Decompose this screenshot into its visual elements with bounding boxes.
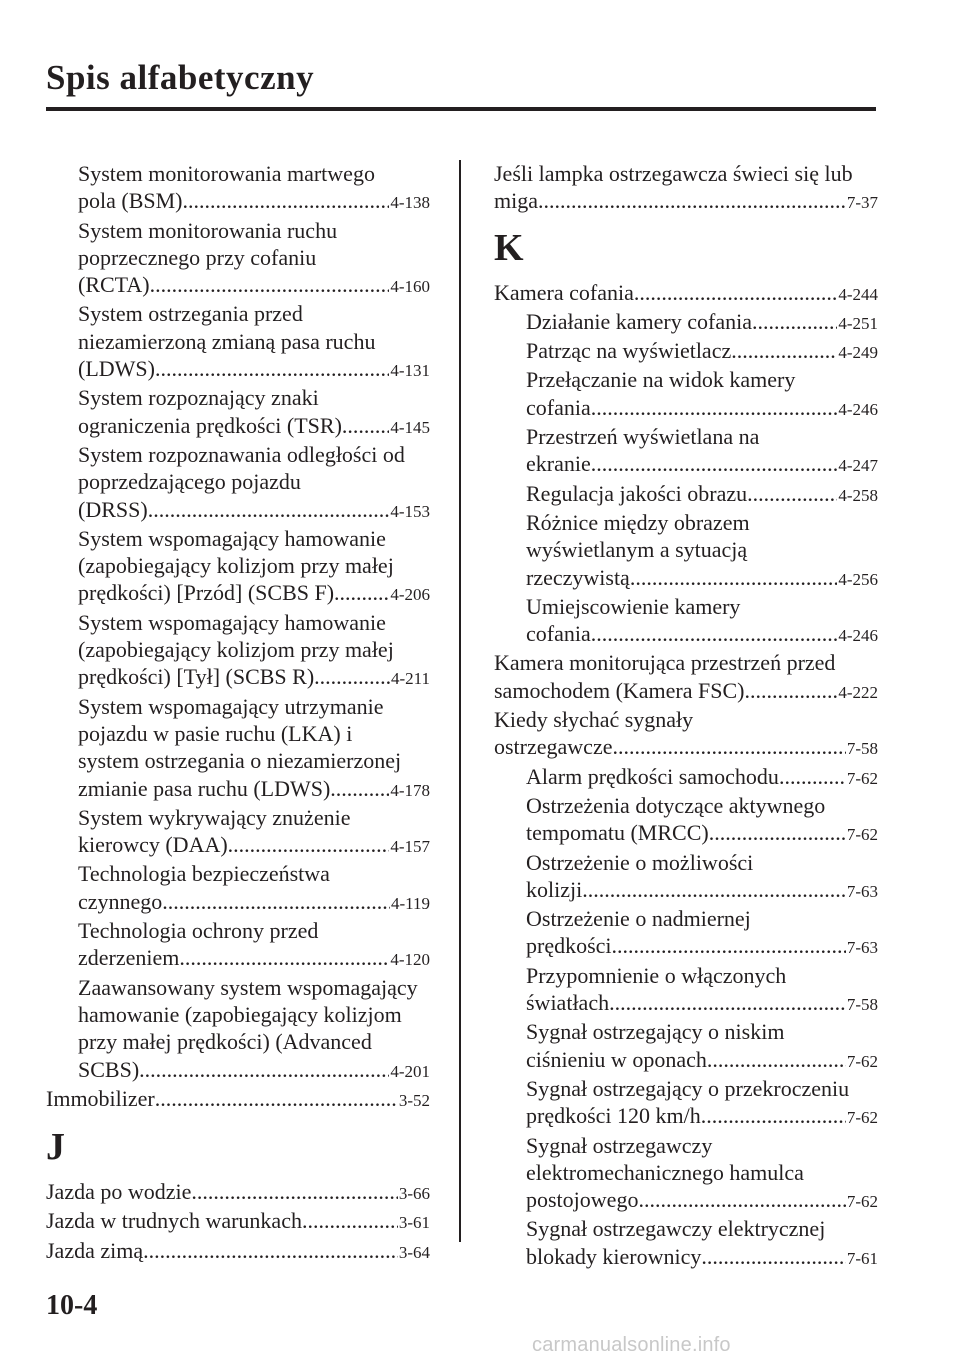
page-reference: 3-64: [398, 1242, 430, 1262]
leader-dots: [538, 187, 846, 214]
page-reference: 4-120: [390, 950, 430, 970]
leader-dots: [634, 279, 837, 306]
index-entry: [46, 831, 430, 860]
leader-dots: [334, 579, 389, 606]
leader-dots: [155, 1085, 398, 1112]
index-entry-text: [494, 962, 878, 989]
index-entry-text: [46, 609, 430, 636]
index-entry-text: [46, 300, 430, 327]
leader-dots: [162, 888, 390, 915]
index-entry: [494, 450, 878, 479]
index-entry-text: [494, 160, 878, 187]
leader-dots: [747, 480, 837, 507]
index-entry: [494, 1243, 878, 1272]
leader-dots: [150, 271, 390, 298]
page-reference: 4-251: [838, 313, 878, 333]
page-reference: 4-119: [390, 893, 430, 913]
index-entry-text: [494, 509, 878, 536]
index-entry-text: [46, 693, 430, 720]
entry-label: Przypomnienie o włączonych: [526, 962, 787, 988]
entry-label: ciśnieniu w oponach: [526, 1046, 707, 1072]
entry-label: Umiejscowienie kamery: [526, 593, 741, 619]
entry-label: ekranie: [526, 451, 591, 477]
entry-label: zderzeniem: [78, 945, 180, 971]
entry-label: (RCTA): [78, 272, 150, 298]
entry-label: hamowanie (zapobiegający kolizjom: [78, 1001, 402, 1027]
leader-dots: [709, 819, 846, 846]
index-entry: [494, 564, 878, 593]
entry-label: czynnego: [78, 888, 163, 914]
entry-label: ograniczenia prędkości (TSR): [78, 412, 342, 438]
page-reference: 7-62: [846, 1108, 878, 1128]
entry-label: elektromechanicznego hamulca: [526, 1159, 804, 1185]
entry-label: wyświetlanym a sytuacją: [526, 537, 748, 563]
entry-label: Sygnał ostrzegający o niskim: [526, 1019, 785, 1045]
entry-label: Jeśli lampka ostrzegawcza świeci się lub: [494, 161, 853, 186]
entry-label: System rozpoznający znaki: [78, 385, 319, 411]
page-reference: 4-222: [838, 682, 878, 702]
index-entry: [494, 480, 878, 509]
entry-label: Technologia ochrony przed: [78, 918, 319, 944]
page-reference: 4-138: [390, 193, 430, 213]
section-letter: K: [494, 226, 524, 269]
index-entry: [46, 187, 430, 216]
entry-label: Sygnał ostrzegawczy: [526, 1132, 713, 1158]
page-reference: 7-37: [846, 193, 878, 213]
index-entry-text: [46, 720, 430, 747]
index-entry-text: [494, 1159, 878, 1186]
leader-dots: [148, 496, 390, 523]
index-entry-text: [46, 328, 430, 355]
leader-dots: [612, 932, 846, 959]
index-entry: [46, 579, 430, 608]
leader-dots: [314, 663, 390, 690]
entry-label: prędkości: [526, 933, 612, 959]
entry-label: niezamierzoną zmianą pasa ruchu: [78, 328, 376, 354]
leader-dots: [582, 876, 846, 903]
leader-dots: [139, 1056, 389, 1083]
entry-label: system ostrzegania o niezamierzonej: [78, 748, 402, 774]
entry-label: System monitorowania martwego: [78, 161, 375, 186]
header-divider: [46, 107, 876, 111]
entry-label: (LDWS): [78, 356, 155, 382]
entry-label: System wspomagający hamowanie: [78, 525, 386, 551]
index-entry: [494, 677, 878, 706]
leader-dots: [183, 187, 390, 214]
entry-label: prędkości 120 km/h: [526, 1103, 701, 1129]
leader-dots: [609, 989, 846, 1016]
index-column-left: [46, 160, 430, 1266]
index-entry: [494, 394, 878, 423]
entry-label: Alarm prędkości samochodu: [526, 763, 779, 789]
entry-label: rzeczywistą: [526, 564, 630, 590]
index-entry: [46, 412, 430, 441]
entry-label: Ostrzeżenie o możliwości: [526, 849, 754, 875]
section-letter: J: [46, 1126, 65, 1169]
entry-label: przy małej prędkości) (Advanced: [78, 1029, 372, 1055]
leader-dots: [179, 944, 389, 971]
index-entry-text: [46, 974, 430, 1001]
entry-label: prędkości) [Tył] (SCBS R): [78, 664, 315, 690]
page-reference: 4-244: [838, 284, 878, 304]
leader-dots: [591, 620, 838, 647]
entry-label: blokady kierownicy: [526, 1243, 702, 1269]
entry-label: Kiedy słychać sygnały: [494, 707, 694, 733]
index-entry-text: [46, 636, 430, 663]
entry-label: Przełączanie na widok kamery: [526, 367, 796, 393]
leader-dots: [701, 1102, 846, 1129]
entry-label: System wykrywający znużenie: [78, 804, 351, 830]
index-entry: [494, 989, 878, 1018]
page-reference: 4-247: [838, 456, 878, 476]
page-title: Spis alfabetyczny: [46, 58, 315, 97]
entry-label: ostrzegawcze: [494, 734, 613, 760]
index-entry-text: [494, 366, 878, 393]
entry-label: Różnice między obrazem: [526, 509, 750, 535]
index-entry-text: [494, 1215, 878, 1242]
page-reference: 4-145: [390, 417, 430, 437]
entry-label: Sygnał ostrzegawczy elektrycznej: [526, 1216, 826, 1242]
index-entry: [46, 944, 430, 973]
entry-label: pola (BSM): [78, 188, 183, 214]
entry-label: Jazda po wodzie: [46, 1179, 192, 1205]
index-entry: [46, 775, 430, 804]
leader-dots: [630, 564, 838, 591]
entry-label: kolizji: [526, 876, 583, 902]
index-entry-text: [494, 536, 878, 563]
leader-dots: [591, 450, 838, 477]
entry-label: postojowego: [526, 1187, 639, 1213]
index-entry: [494, 1046, 878, 1075]
leader-dots: [779, 763, 846, 790]
page-reference: 4-131: [390, 361, 430, 381]
entry-label: Jazda zimą: [46, 1237, 144, 1263]
index-entry: [494, 819, 878, 848]
entry-label: poprzecznego przy cofaniu: [78, 244, 317, 270]
index-entry-text: [494, 423, 878, 450]
page-reference: 7-62: [846, 1051, 878, 1071]
leader-dots: [701, 1243, 845, 1270]
entry-label: (zapobiegający kolizjom przy małej: [78, 637, 394, 663]
page-reference: 7-61: [846, 1248, 878, 1268]
leader-dots: [330, 775, 389, 802]
page-reference: 4-256: [838, 569, 878, 589]
entry-label: Kamera cofania: [494, 279, 634, 305]
entry-label: System monitorowania ruchu: [78, 217, 338, 243]
index-entry: [46, 355, 430, 384]
index-entry-text: [494, 1132, 878, 1159]
entry-label: Jazda w trudnych warunkach: [46, 1208, 302, 1234]
index-entry: [46, 888, 430, 917]
page-reference: 7-62: [846, 768, 878, 788]
entry-label: samochodem (Kamera FSC): [494, 677, 745, 703]
leader-dots: [707, 1046, 846, 1073]
index-entry: [494, 932, 878, 961]
entry-label: cofania: [526, 394, 591, 420]
entry-label: zmianie pasa ruchu (LDWS): [78, 775, 331, 801]
index-entry: [494, 620, 878, 649]
page-number: 10-4: [46, 1290, 98, 1321]
page-reference: 4-153: [390, 501, 430, 521]
index-entry-text: [46, 552, 430, 579]
leader-dots: [612, 733, 845, 760]
entry-label: System rozpoznawania odległości od: [78, 441, 405, 467]
entry-label: pojazdu w pasie ruchu (LKA) i: [78, 720, 353, 746]
index-column-right: [494, 160, 878, 1272]
index-entry: [494, 337, 878, 366]
entry-label: Sygnał ostrzegający o przekroczeniu: [526, 1075, 850, 1101]
leader-dots: [302, 1207, 398, 1234]
leader-dots: [591, 394, 838, 421]
index-entry: [494, 733, 878, 762]
entry-label: kierowcy (DAA): [78, 832, 228, 858]
leader-dots: [752, 308, 837, 335]
entry-label: cofania: [526, 621, 591, 647]
index-entry-text: [46, 804, 430, 831]
page-reference: 7-63: [846, 938, 878, 958]
page-reference: 7-63: [846, 881, 878, 901]
index-entry: [46, 1178, 430, 1207]
page-reference: 7-58: [846, 995, 878, 1015]
page-reference: 4-157: [390, 837, 430, 857]
page-reference: 3-66: [398, 1184, 430, 1204]
entry-label: poprzedzającego pojazdu: [78, 469, 301, 495]
index-entry: [494, 187, 878, 216]
page-reference: 4-246: [838, 626, 878, 646]
page-reference: 3-52: [398, 1090, 430, 1110]
page-reference: 4-249: [838, 343, 878, 363]
index-entry-text: [494, 849, 878, 876]
index-entry: [46, 1085, 430, 1114]
entry-label: Działanie kamery cofania: [526, 308, 752, 334]
index-entry-text: [46, 525, 430, 552]
entry-label: (DRSS): [78, 496, 148, 522]
page-reference: 4-246: [838, 399, 878, 419]
index-entry: [46, 1237, 430, 1266]
leader-dots: [228, 831, 390, 858]
index-entry-text: [46, 747, 430, 774]
page-reference: 3-61: [398, 1213, 430, 1233]
index-entry: [46, 271, 430, 300]
index-entry-text: [494, 792, 878, 819]
index-entry-text: [46, 384, 430, 411]
index-entry: [494, 308, 878, 337]
entry-label: (zapobiegający kolizjom przy małej: [78, 553, 394, 579]
entry-label: Kamera monitorująca przestrzeń przed: [494, 650, 836, 676]
entry-label: System wspomagający utrzymanie: [78, 693, 384, 719]
watermark: carmanualsonline.info: [532, 1334, 731, 1356]
index-entry-text: [494, 593, 878, 620]
entry-label: Regulacja jakości obrazu: [526, 480, 748, 506]
index-entry: [46, 663, 430, 692]
page-reference: 4-201: [390, 1061, 430, 1081]
entry-label: System ostrzegania przed: [78, 301, 303, 327]
entry-label: Zaawansowany system wspomagający: [78, 974, 418, 1000]
index-entry-text: [494, 1075, 878, 1102]
entry-label: SCBS): [78, 1056, 140, 1082]
entry-label: prędkości) [Przód] (SCBS F): [78, 580, 335, 606]
index-entry-text: [494, 1018, 878, 1045]
index-entry: [494, 1102, 878, 1131]
column-divider: [459, 160, 461, 1242]
entry-label: Patrząc na wyświetlacz: [526, 338, 732, 364]
index-entry: [494, 876, 878, 905]
page-reference: 4-211: [390, 669, 430, 689]
index-entry: [46, 1207, 430, 1236]
leader-dots: [731, 337, 837, 364]
index-entry-text: [494, 649, 878, 676]
entry-label: Ostrzeżenia dotyczące aktywnego: [526, 792, 826, 818]
page-reference: 7-62: [846, 1192, 878, 1212]
entry-label: miga: [494, 188, 538, 214]
entry-label: Immobilizer: [46, 1085, 155, 1111]
index-entry-text: [494, 706, 878, 733]
entry-label: System wspomagający hamowanie: [78, 609, 386, 635]
entry-label: tempomatu (MRCC): [526, 820, 709, 846]
index-entry-text: [494, 905, 878, 932]
index-entry: [46, 1056, 430, 1085]
leader-dots: [155, 355, 389, 382]
entry-label: Ostrzeżenie o nadmiernej: [526, 906, 751, 932]
index-entry-text: [46, 441, 430, 468]
index-entry: [46, 496, 430, 525]
page-reference: 4-206: [390, 585, 430, 605]
leader-dots: [638, 1186, 845, 1213]
index-entry: [494, 279, 878, 308]
index-entry-text: [46, 244, 430, 271]
leader-dots: [143, 1237, 398, 1264]
leader-dots: [191, 1178, 397, 1205]
page-reference: 4-258: [838, 485, 878, 505]
leader-dots: [342, 412, 389, 439]
index-entry-text: [46, 917, 430, 944]
entry-label: Technologia bezpieczeństwa: [78, 861, 330, 887]
index-entry-text: [46, 860, 430, 887]
entry-label: światłach: [526, 990, 610, 1016]
index-entry: [494, 1186, 878, 1215]
index-entry-text: [46, 217, 430, 244]
page-reference: 4-160: [390, 277, 430, 297]
leader-dots: [745, 677, 838, 704]
index-entry-text: [46, 468, 430, 495]
index-entry: [494, 763, 878, 792]
index-entry-text: [46, 1001, 430, 1028]
page-reference: 4-178: [390, 780, 430, 800]
page-reference: 7-62: [846, 825, 878, 845]
page-reference: 7-58: [846, 739, 878, 759]
entry-label: Przestrzeń wyświetlana na: [526, 424, 760, 450]
index-entry-text: [46, 1028, 430, 1055]
index-entry-text: [46, 160, 430, 187]
